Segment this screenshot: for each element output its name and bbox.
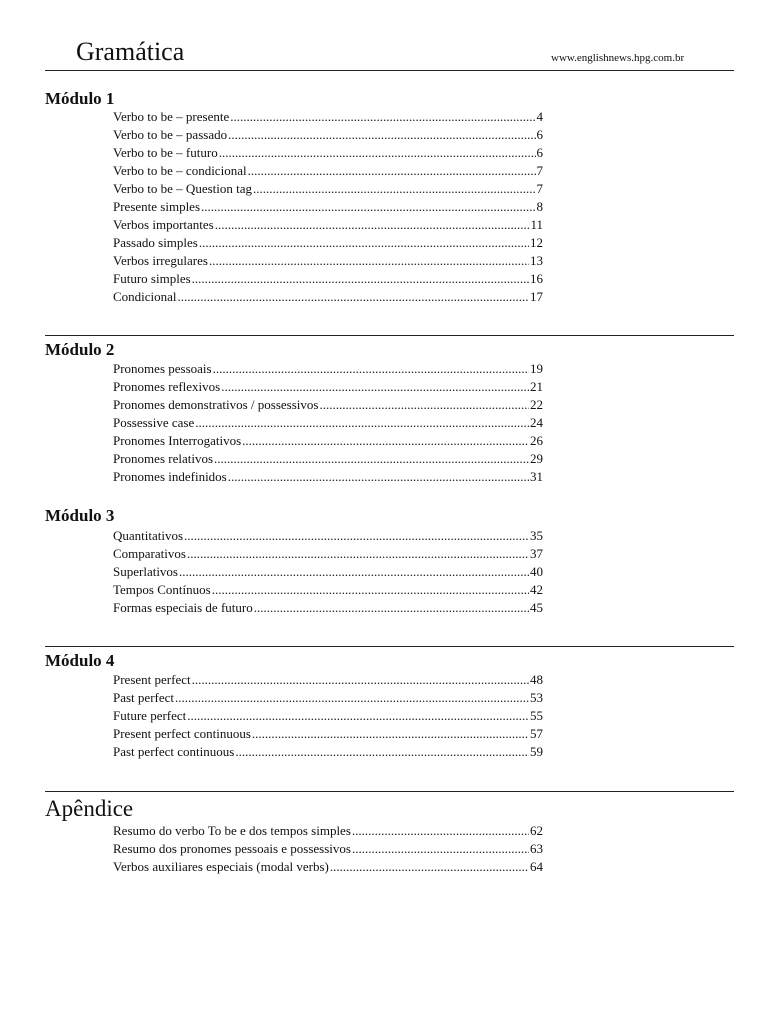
toc-entry[interactable] — [113, 288, 543, 306]
toc-entry[interactable] — [113, 563, 543, 581]
toc-entry-label: Past perfect — [113, 690, 175, 705]
dot-leader — [248, 162, 536, 180]
toc-entry[interactable] — [113, 671, 543, 689]
toc-entry[interactable] — [113, 378, 543, 396]
dot-leader — [209, 252, 529, 270]
section-modulo-3 — [45, 505, 734, 620]
toc-entry-label: Quantitativos — [113, 528, 184, 543]
toc-entry-label: Resumo do verbo To be e dos tempos simples — [113, 823, 351, 838]
toc-entry-page: 63 — [530, 841, 543, 856]
dot-leader — [319, 396, 529, 414]
toc-entry-label: Verbo to be – Question tag — [113, 181, 253, 196]
toc-entry-label: Pronomes reflexivos — [113, 379, 221, 394]
toc-entry-page: 11 — [530, 217, 543, 232]
toc-entry-page: 17 — [530, 289, 543, 304]
dot-leader — [187, 707, 529, 725]
dot-leader — [254, 599, 529, 617]
toc-entries — [113, 527, 543, 617]
toc-entry[interactable] — [113, 725, 543, 743]
dot-leader — [228, 468, 529, 486]
section-heading: Módulo 4 — [45, 651, 115, 670]
toc-entry[interactable] — [113, 450, 543, 468]
toc-entry[interactable] — [113, 707, 543, 725]
dot-leader — [219, 144, 536, 162]
dot-leader — [199, 234, 529, 252]
section-heading: Módulo 3 — [45, 506, 115, 525]
toc-entries — [113, 822, 543, 876]
toc-entry-label: Past perfect continuous — [113, 744, 235, 759]
dot-leader — [214, 450, 529, 468]
toc-entry-page: 19 — [530, 361, 543, 376]
toc-entry-label: Possessive case — [113, 415, 195, 430]
toc-entry[interactable] — [113, 180, 543, 198]
toc-entry-page: 53 — [530, 690, 543, 705]
section-modulo-1 — [45, 88, 734, 308]
toc-entry-label: Pronomes demonstrativos / possessivos — [113, 397, 319, 412]
toc-entry-page: 21 — [530, 379, 543, 394]
toc-entry-label: Presente simples — [113, 199, 201, 214]
dot-leader — [330, 858, 529, 876]
toc-entry-page: 6 — [536, 145, 543, 160]
toc-entry-label: Pronomes pessoais — [113, 361, 212, 376]
toc-entry[interactable] — [113, 599, 543, 617]
toc-entry[interactable] — [113, 144, 543, 162]
toc-entry-page: 26 — [530, 433, 543, 448]
toc-entry-page: 4 — [536, 109, 543, 124]
toc-entry[interactable] — [113, 360, 543, 378]
toc-entries — [113, 108, 543, 306]
toc-entry[interactable] — [113, 126, 543, 144]
toc-entry-page: 6 — [536, 127, 543, 142]
toc-entry-page: 64 — [530, 859, 543, 874]
toc-entry[interactable] — [113, 432, 543, 450]
page-header — [45, 34, 734, 71]
section-modulo-2 — [45, 335, 734, 486]
toc-entry-page: 16 — [530, 271, 543, 286]
toc-entry[interactable] — [113, 108, 543, 126]
toc-entry-page: 12 — [530, 235, 543, 250]
dot-leader — [175, 689, 529, 707]
dot-leader — [184, 527, 529, 545]
toc-entry-label: Superlativos — [113, 564, 178, 579]
section-modulo-4 — [45, 646, 734, 772]
dot-leader — [192, 270, 529, 288]
toc-entry[interactable] — [113, 840, 543, 858]
toc-entry-page: 8 — [536, 199, 543, 214]
toc-entry-label: Verbos auxiliares especiais (modal verbs) — [113, 859, 329, 874]
dot-leader — [252, 725, 529, 743]
toc-entry[interactable] — [113, 527, 543, 545]
toc-entry[interactable] — [113, 396, 543, 414]
dot-leader — [213, 360, 529, 378]
dot-leader — [221, 378, 529, 396]
dot-leader — [192, 671, 529, 689]
toc-entry-page: 35 — [530, 528, 543, 543]
toc-entry-label: Tempos Contínuos — [113, 582, 211, 597]
dot-leader — [352, 822, 529, 840]
toc-entry-page: 59 — [530, 744, 543, 759]
section-heading: Módulo 2 — [45, 340, 115, 359]
toc-entry-label: Verbo to be – condicional — [113, 163, 247, 178]
toc-entry-page: 7 — [536, 181, 543, 196]
toc-entry-label: Passado simples — [113, 235, 198, 250]
toc-entry-label: Present perfect — [113, 672, 191, 687]
dot-leader — [187, 545, 529, 563]
toc-entry-page: 24 — [530, 415, 543, 430]
dot-leader — [201, 198, 535, 216]
dot-leader — [235, 743, 529, 761]
toc-entry[interactable] — [113, 545, 543, 563]
section-apendice — [45, 791, 734, 882]
toc-entry-label: Formas especiais de futuro — [113, 600, 253, 615]
toc-entry-label: Verbos importantes — [113, 217, 214, 232]
dot-leader — [195, 414, 529, 432]
toc-entry[interactable] — [113, 198, 543, 216]
section-heading: Módulo 1 — [45, 89, 115, 108]
toc-entry-label: Verbos irregulares — [113, 253, 208, 268]
toc-entry-page: 40 — [530, 564, 543, 579]
toc-entry-label: Comparativos — [113, 546, 186, 561]
toc-entry[interactable] — [113, 216, 543, 234]
toc-entry-label: Condicional — [113, 289, 177, 304]
document-title: Gramática — [76, 37, 185, 66]
toc-entry-page: 22 — [530, 397, 543, 412]
toc-entry[interactable] — [113, 468, 543, 486]
toc-entry-label: Resumo dos pronomes pessoais e possessivos — [113, 841, 351, 856]
dot-leader — [230, 108, 535, 126]
toc-entry[interactable] — [113, 689, 543, 707]
toc-entry-page: 37 — [530, 546, 543, 561]
toc-entry[interactable] — [113, 234, 543, 252]
toc-entry-page: 48 — [530, 672, 543, 687]
toc-entry-label: Pronomes indefinidos — [113, 469, 227, 484]
toc-entry[interactable] — [113, 252, 543, 270]
toc-entry-label: Verbo to be – presente — [113, 109, 230, 124]
toc-entry-label: Verbo to be – futuro — [113, 145, 218, 160]
dot-leader — [178, 288, 529, 306]
dot-leader — [215, 216, 530, 234]
toc-entry[interactable] — [113, 414, 543, 432]
toc-entry[interactable] — [113, 822, 543, 840]
toc-entry-label: Verbo to be – passado — [113, 127, 228, 142]
toc-entry[interactable] — [113, 162, 543, 180]
dot-leader — [352, 840, 529, 858]
toc-entry-page: 62 — [530, 823, 543, 838]
toc-entry-label: Present perfect continuous — [113, 726, 251, 741]
section-heading: Apêndice — [45, 796, 134, 821]
toc-entry-page: 45 — [530, 600, 543, 615]
toc-entry-page: 7 — [536, 163, 543, 178]
toc-entry-label: Pronomes Interrogativos — [113, 433, 242, 448]
toc-entry-page: 57 — [530, 726, 543, 741]
toc-entries — [113, 671, 543, 761]
toc-entry-label: Futuro simples — [113, 271, 191, 286]
toc-entry[interactable] — [113, 270, 543, 288]
toc-entry[interactable] — [113, 858, 543, 876]
site-url: www.englishnews.hpg.com.br — [551, 52, 685, 64]
toc-entry-page: 55 — [530, 708, 543, 723]
dot-leader — [179, 563, 529, 581]
toc-entry-label: Future perfect — [113, 708, 187, 723]
toc-entry[interactable] — [113, 581, 543, 599]
toc-entry[interactable] — [113, 743, 543, 761]
toc-entry-page: 13 — [530, 253, 543, 268]
dot-leader — [253, 180, 535, 198]
toc-entry-label: Pronomes relativos — [113, 451, 214, 466]
dot-leader — [228, 126, 535, 144]
toc-entry-page: 42 — [530, 582, 543, 597]
toc-entry-page: 29 — [530, 451, 543, 466]
dot-leader — [242, 432, 529, 450]
toc-entry-page: 31 — [530, 469, 543, 484]
toc-entries — [113, 360, 543, 486]
dot-leader — [212, 581, 529, 599]
